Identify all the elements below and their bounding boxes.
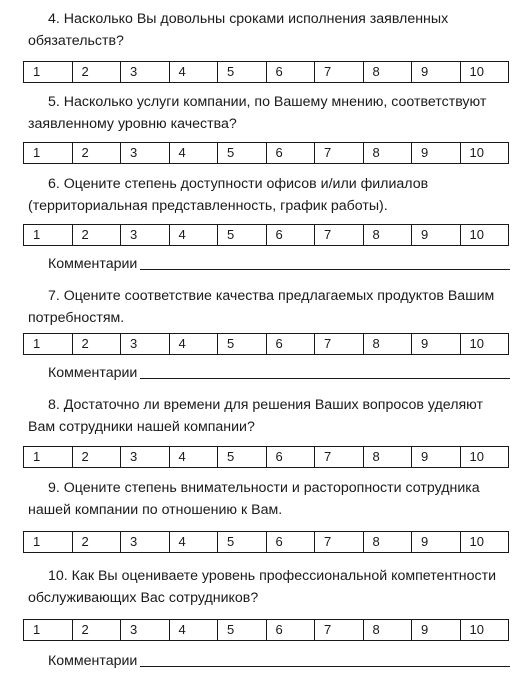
comment-input-line[interactable]	[140, 665, 510, 667]
comment-label: Комментарии	[48, 365, 138, 381]
rating-cell[interactable]: 3	[121, 447, 170, 468]
rating-cell[interactable]: 8	[363, 620, 412, 641]
question-10-text: 10. Как Вы оцениваете уровень профессиональной компетентности обслуживающих Вас сотрудников?	[28, 568, 497, 606]
rating-cell[interactable]: 7	[315, 532, 364, 553]
rating-cell[interactable]: 4	[169, 143, 218, 164]
question-9-text: 9. Оцените степень внимательности и расторопности сотрудника нашей компании по отношению к Вам.	[28, 480, 480, 518]
rating-cell[interactable]: 1	[24, 225, 73, 246]
rating-cell[interactable]: 2	[72, 620, 121, 641]
rating-cell[interactable]: 3	[121, 62, 170, 83]
rating-cell[interactable]: 3	[121, 620, 170, 641]
rating-cell[interactable]: 7	[315, 334, 364, 355]
rating-cell[interactable]: 4	[169, 620, 218, 641]
rating-cell[interactable]: 5	[218, 334, 267, 355]
rating-cell[interactable]: 1	[24, 620, 73, 641]
rating-cell[interactable]: 10	[460, 447, 509, 468]
rating-cell[interactable]: 10	[460, 225, 509, 246]
comment-label: Комментарии	[48, 256, 138, 272]
rating-cell[interactable]: 2	[72, 143, 121, 164]
rating-cell[interactable]: 7	[315, 620, 364, 641]
comment-q10	[48, 650, 510, 672]
rating-cell[interactable]: 9	[412, 620, 461, 641]
rating-cell[interactable]: 8	[363, 143, 412, 164]
question-4-text: 4. Насколько Вы довольны сроками исполнения заявленных обязательств?	[28, 11, 449, 49]
question-8-text: 8. Достаточно ли времени для решения Ваших вопросов уделяют Вам сотрудники нашей компании?	[28, 397, 484, 435]
rating-cell[interactable]: 6	[266, 334, 315, 355]
rating-cell[interactable]: 10	[460, 62, 509, 83]
rating-scale-q5	[23, 142, 509, 164]
rating-cell[interactable]: 5	[218, 143, 267, 164]
rating-cell[interactable]: 2	[72, 447, 121, 468]
rating-cell[interactable]: 7	[315, 62, 364, 83]
rating-cell[interactable]: 10	[460, 143, 509, 164]
rating-cell[interactable]: 9	[412, 62, 461, 83]
comment-q6	[48, 253, 510, 275]
question-7-text: 7. Оцените соответствие качества предлагаемых продуктов Вашим потребностям.	[28, 288, 495, 326]
rating-cell[interactable]: 4	[169, 225, 218, 246]
rating-cell[interactable]: 3	[121, 532, 170, 553]
rating-scale-q9	[23, 531, 509, 553]
rating-cell[interactable]: 6	[266, 143, 315, 164]
rating-cell[interactable]: 2	[72, 334, 121, 355]
question-5-text: 5. Насколько услуги компании, по Вашему мнению, соответствуют заявленному уровню качества?	[28, 94, 487, 132]
rating-scale-q8	[23, 446, 509, 468]
rating-cell[interactable]: 10	[460, 532, 509, 553]
rating-cell[interactable]: 5	[218, 620, 267, 641]
rating-cell[interactable]: 1	[24, 143, 73, 164]
rating-cell[interactable]: 6	[266, 620, 315, 641]
rating-cell[interactable]: 9	[412, 532, 461, 553]
comment-input-line[interactable]	[140, 268, 510, 270]
rating-cell[interactable]: 6	[266, 225, 315, 246]
rating-cell[interactable]: 1	[24, 532, 73, 553]
rating-cell[interactable]: 8	[363, 62, 412, 83]
rating-cell[interactable]: 8	[363, 225, 412, 246]
rating-scale-q4	[23, 61, 509, 83]
rating-cell[interactable]: 5	[218, 62, 267, 83]
rating-cell[interactable]: 4	[169, 447, 218, 468]
rating-cell[interactable]: 6	[266, 62, 315, 83]
comment-q7	[48, 362, 510, 384]
rating-cell[interactable]: 10	[460, 334, 509, 355]
rating-cell[interactable]: 4	[169, 532, 218, 553]
rating-cell[interactable]: 1	[24, 447, 73, 468]
rating-scale-q10	[23, 619, 509, 641]
rating-cell[interactable]: 8	[363, 334, 412, 355]
rating-scale-q6	[23, 224, 509, 246]
rating-cell[interactable]: 8	[363, 532, 412, 553]
rating-cell[interactable]: 9	[412, 447, 461, 468]
rating-cell[interactable]: 7	[315, 225, 364, 246]
rating-cell[interactable]: 7	[315, 143, 364, 164]
rating-cell[interactable]: 9	[412, 143, 461, 164]
rating-scale-q7	[23, 333, 509, 355]
rating-cell[interactable]: 3	[121, 225, 170, 246]
rating-cell[interactable]: 5	[218, 447, 267, 468]
question-6-text: 6. Оцените степень доступности офисов и/или филиалов (территориальная представленность, график работы).	[28, 176, 429, 214]
rating-cell[interactable]: 5	[218, 532, 267, 553]
rating-cell[interactable]: 3	[121, 334, 170, 355]
rating-cell[interactable]: 1	[24, 62, 73, 83]
rating-cell[interactable]: 8	[363, 447, 412, 468]
rating-cell[interactable]: 9	[412, 225, 461, 246]
rating-cell[interactable]: 4	[169, 62, 218, 83]
comment-input-line[interactable]	[140, 377, 510, 379]
rating-cell[interactable]: 6	[266, 447, 315, 468]
rating-cell[interactable]: 5	[218, 225, 267, 246]
rating-cell[interactable]: 2	[72, 225, 121, 246]
rating-cell[interactable]: 9	[412, 334, 461, 355]
rating-cell[interactable]: 6	[266, 532, 315, 553]
comment-label: Комментарии	[48, 653, 138, 669]
rating-cell[interactable]: 2	[72, 532, 121, 553]
rating-cell[interactable]: 10	[460, 620, 509, 641]
rating-cell[interactable]: 1	[24, 334, 73, 355]
rating-cell[interactable]: 2	[72, 62, 121, 83]
rating-cell[interactable]: 7	[315, 447, 364, 468]
rating-cell[interactable]: 4	[169, 334, 218, 355]
rating-cell[interactable]: 3	[121, 143, 170, 164]
